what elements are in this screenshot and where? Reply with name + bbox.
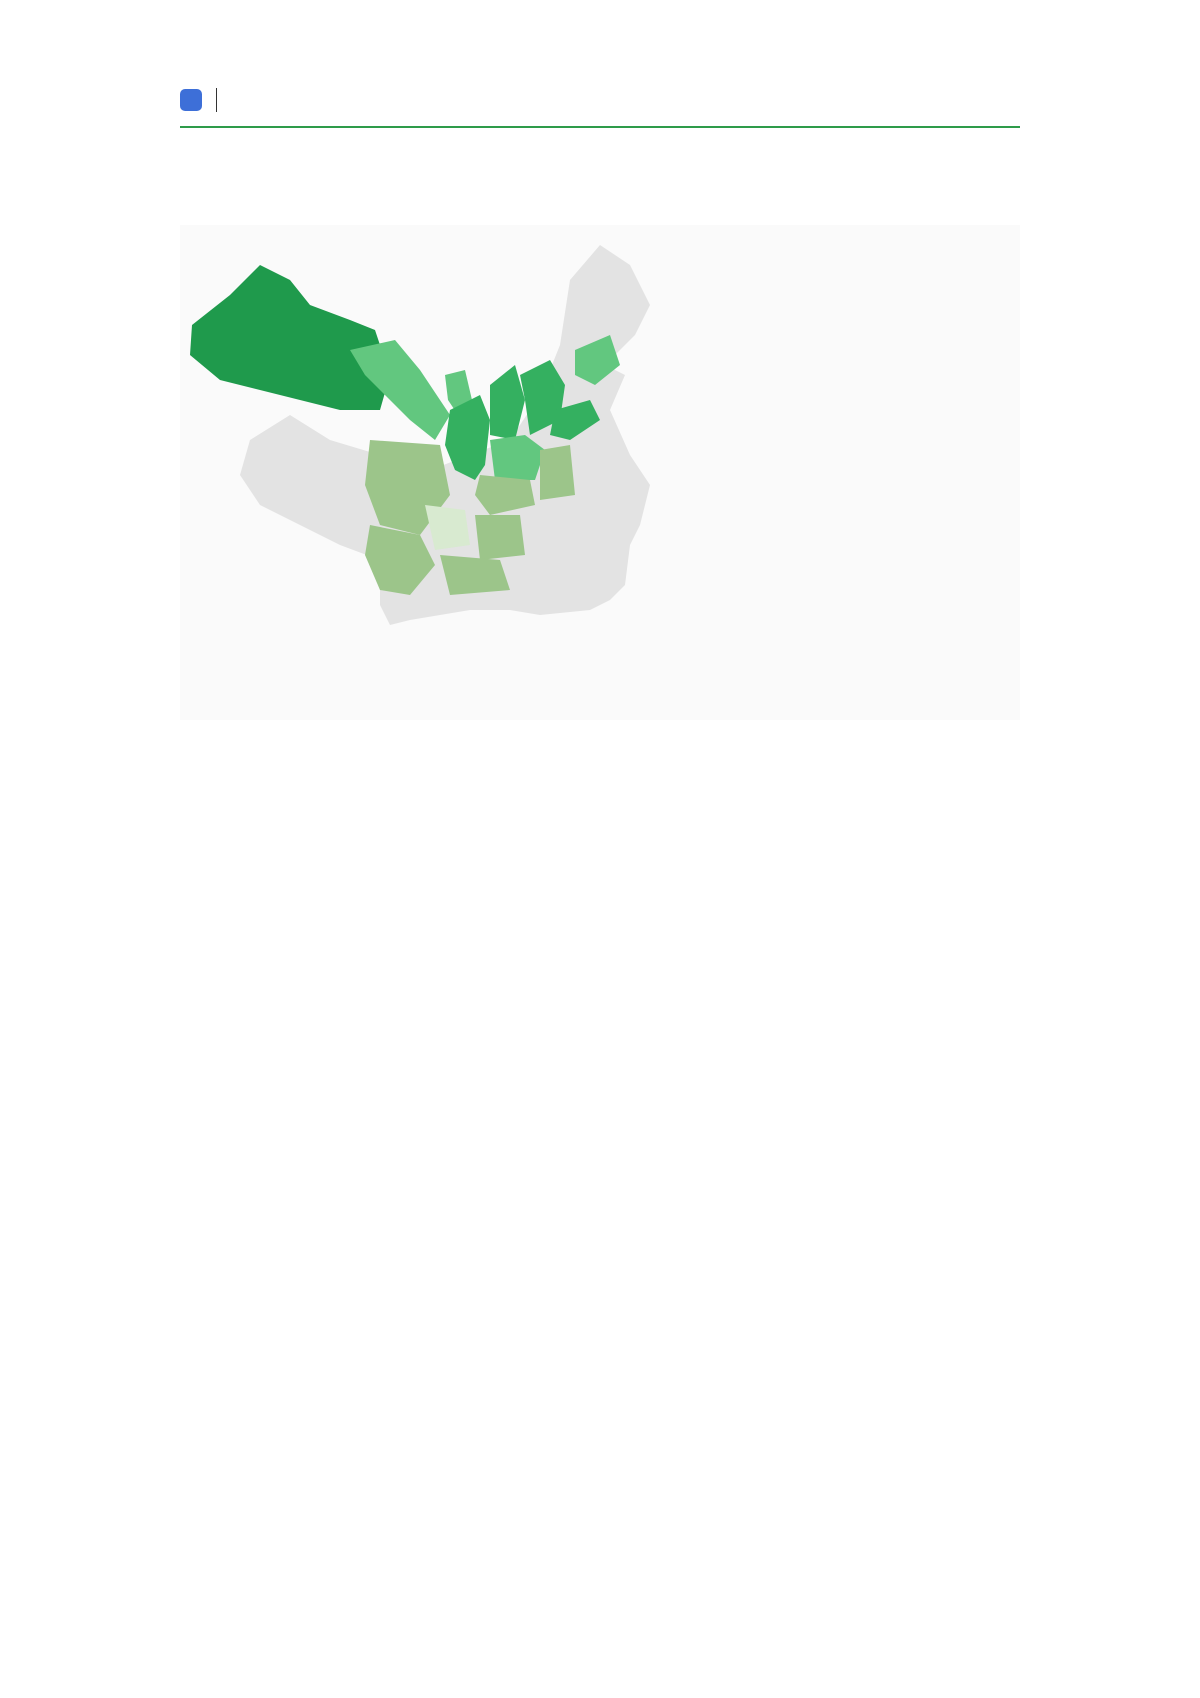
- page-header: [180, 84, 1020, 128]
- figure-panel: [180, 225, 1020, 720]
- map-region-guangxi: [440, 555, 510, 595]
- logo-divider: [216, 88, 217, 112]
- map-region-xinjiang: [190, 265, 390, 410]
- page-footer: [0, 1596, 1200, 1614]
- figure-svg: [180, 225, 1020, 720]
- map-region-hunan: [475, 515, 525, 560]
- china-map: [190, 245, 650, 625]
- beecloud-logo-icon: [180, 89, 202, 111]
- map-region-anhui: [540, 445, 575, 500]
- brand-logo: [180, 88, 227, 112]
